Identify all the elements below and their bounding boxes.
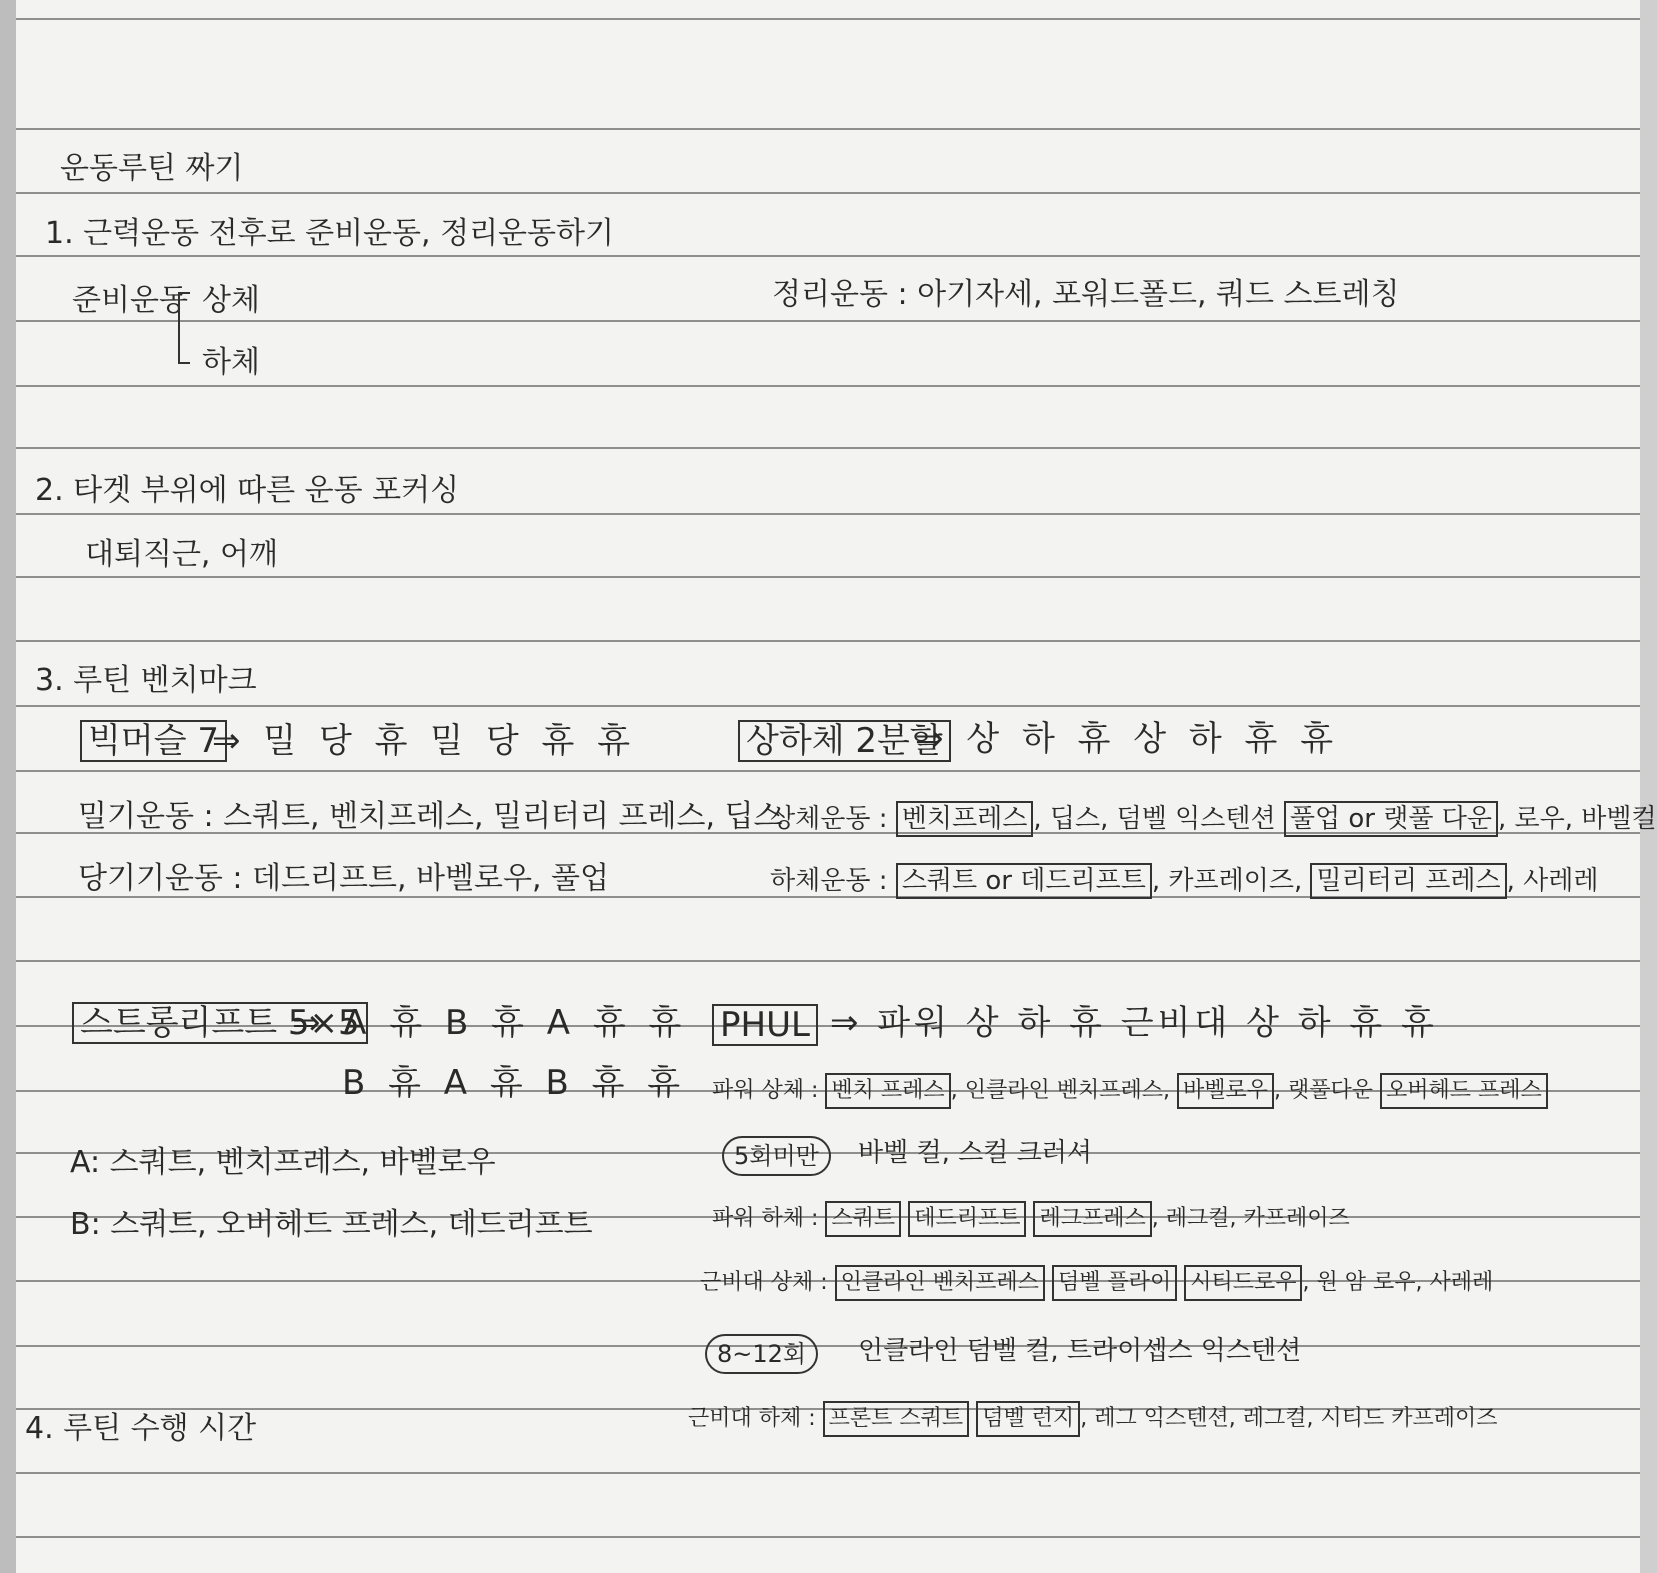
section-3-heading: 3. 루틴 벤치마크 bbox=[35, 663, 257, 698]
power-upper-item: 랫풀다운 bbox=[1287, 1078, 1373, 1103]
split-lower-row: 하체운동 : 스쿼트 or 데드리프트 , 카프레이즈, 밀리터리 프레스 , 사레레 bbox=[770, 862, 1598, 900]
split-schedule: ⇒ 상 하 휴 상 하 휴 휴 bbox=[915, 719, 1340, 759]
power-upper-item: 인클라인 벤치프레스 bbox=[964, 1078, 1163, 1103]
power-upper-item: 오버헤드 프레스 bbox=[1380, 1073, 1548, 1109]
hyper-lower-item: 레그컬 bbox=[1242, 1406, 1307, 1431]
hyper-lower-row: 근비대 하체 : 프론트 스쿼트 덤벨 런지 , 레그 익스텐션, 레그컬, 시티드 카프레이즈 bbox=[688, 1400, 1498, 1438]
split-lower-label: 하체운동 : bbox=[770, 866, 888, 896]
warmup-bracket bbox=[178, 292, 190, 364]
bigmuscle-schedule: ⇒ 밀 당 휴 밀 당 휴 휴 bbox=[212, 721, 637, 761]
split-upper-item: 바벨컬 bbox=[1581, 804, 1657, 834]
power-upper-row: 파워 상체 : 벤치 프레스 , 인클라인 벤치프레스, 바벨로우 , 랫풀다운 오버헤드 프레스 bbox=[712, 1072, 1548, 1110]
power-upper-item: 벤치 프레스 bbox=[825, 1073, 950, 1109]
power-lower-item: 스쿼트 bbox=[825, 1201, 901, 1237]
phul-schedule: ⇒ 파워 상 하 휴 근비대 상 하 휴 휴 bbox=[830, 1003, 1438, 1043]
hyper-lower-label: 근비대 하체 : bbox=[688, 1406, 816, 1431]
pull-line: 당기기운동 : 데드리프트, 바벨로우, 풀업 bbox=[78, 861, 610, 896]
hyper-lower-item: 덤벨 런지 bbox=[976, 1401, 1080, 1437]
stronglifts-b: B: 스쿼트, 오버헤드 프레스, 데드리프트 bbox=[70, 1207, 593, 1242]
hyper-lower-item: 프론트 스쿼트 bbox=[823, 1401, 970, 1437]
hyper-upper-item: 원 암 로우 bbox=[1316, 1270, 1416, 1295]
stronglifts-name: 스트롱리프트 5×5 bbox=[72, 1002, 368, 1044]
power-lower-item: 레그프레스 bbox=[1033, 1201, 1151, 1237]
reps-badge: 8~12회 bbox=[705, 1334, 818, 1374]
split-upper-item: 벤치프레스 bbox=[896, 801, 1034, 837]
reps-items: 인클라인 덤벨 컬, 트라이셉스 익스텐션 bbox=[858, 1336, 1302, 1366]
split-name: 상하체 2분할 bbox=[738, 720, 951, 762]
split-upper-label: 상체운동 : bbox=[770, 804, 888, 834]
phul-name: PHUL bbox=[712, 1004, 818, 1046]
bigmuscle-name: 빅머슬 7 bbox=[80, 720, 227, 762]
warmup-upper: 상체 bbox=[202, 283, 260, 318]
section-2-heading: 2. 타겟 부위에 따른 운동 포커싱 bbox=[35, 473, 460, 508]
stronglifts-schedule-2: B 휴 A 휴 B 휴 휴 bbox=[342, 1063, 687, 1103]
stronglifts-schedule-1: ⇒ A 휴 B 휴 A 휴 휴 bbox=[292, 1003, 688, 1043]
split-lower-item: 스쿼트 or 데드리프트 bbox=[896, 863, 1152, 899]
power-lower-row: 파워 하체 : 스쿼트 데드리프트 레그프레스 , 레그컬, 카프레이즈 bbox=[712, 1200, 1350, 1238]
power-upper-label: 파워 상체 : bbox=[712, 1078, 819, 1103]
power-lower-item: 데드리프트 bbox=[908, 1201, 1026, 1237]
under5-badge: 5회미만 bbox=[722, 1136, 831, 1176]
split-lower-item: 밀리터리 프레스 bbox=[1310, 863, 1506, 899]
power-lower-label: 파워 하체 : bbox=[712, 1206, 819, 1231]
power-lower-item: 레그컬 bbox=[1165, 1206, 1230, 1231]
warmup-label: 준비운동 bbox=[72, 283, 188, 318]
section-2-body: 대퇴직근, 어깨 bbox=[85, 537, 278, 572]
page-edge bbox=[0, 0, 16, 1573]
push-line: 밀기운동 : 스쿼트, 벤치프레스, 밀리터리 프레스, 딥스 bbox=[78, 799, 783, 834]
cooldown-line: 정리운동 : 아기자세, 포워드폴드, 쿼드 스트레칭 bbox=[772, 277, 1400, 312]
power-lower-item: 카프레이즈 bbox=[1243, 1206, 1350, 1231]
hyper-upper-item: 덤벨 플라이 bbox=[1052, 1265, 1177, 1301]
hyper-upper-row: 근비대 상체 : 인클라인 벤치프레스 덤벨 플라이 시티드로우 , 원 암 로우, 사레레 bbox=[700, 1264, 1493, 1302]
hyper-upper-item: 시티드로우 bbox=[1184, 1265, 1302, 1301]
split-lower-item: 사레레 bbox=[1523, 866, 1599, 896]
under5-items: 바벨 컬, 스컬 크러셔 bbox=[858, 1138, 1092, 1168]
hyper-lower-item: 시티드 카프레이즈 bbox=[1320, 1406, 1498, 1431]
split-upper-item: 로우 bbox=[1514, 804, 1565, 834]
split-upper-row: 상체운동 : 벤치프레스 , 딥스, 덤벨 익스텐션 풀업 or 랫풀 다운 , 로우, 바벨컬 bbox=[770, 800, 1657, 838]
power-upper-item: 바벨로우 bbox=[1177, 1073, 1274, 1109]
hyper-upper-label: 근비대 상체 : bbox=[700, 1270, 828, 1295]
split-upper-item: 덤벨 익스텐션 bbox=[1116, 804, 1276, 834]
hyper-lower-item: 레그 익스텐션 bbox=[1094, 1406, 1229, 1431]
split-upper-item: 풀업 or 랫풀 다운 bbox=[1284, 801, 1498, 837]
split-upper-item: 딥스 bbox=[1049, 804, 1101, 834]
warmup-lower: 하체 bbox=[202, 345, 260, 380]
hyper-upper-item: 사레레 bbox=[1429, 1270, 1494, 1295]
page-title: 운동루틴 짜기 bbox=[60, 151, 244, 186]
section-1-heading: 1. 근력운동 전후로 준비운동, 정리운동하기 bbox=[45, 216, 614, 251]
stronglifts-a: A: 스쿼트, 벤치프레스, 바벨로우 bbox=[70, 1145, 496, 1180]
split-lower-item: 카프레이즈 bbox=[1168, 866, 1294, 896]
hyper-upper-item: 인클라인 벤치프레스 bbox=[835, 1265, 1045, 1301]
section-4-heading: 4. 루틴 수행 시간 bbox=[25, 1411, 257, 1446]
